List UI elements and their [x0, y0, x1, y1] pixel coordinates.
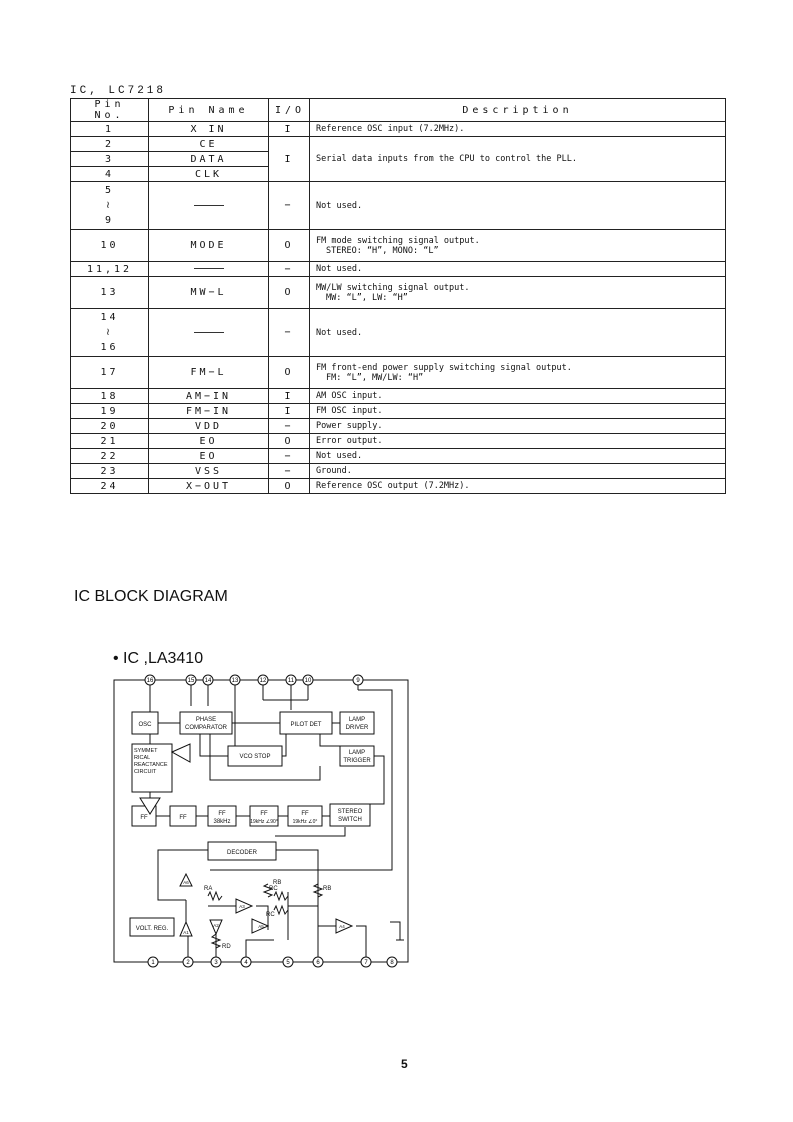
- pin-description: FM mode switching signal output. STEREO: “H”, MONO: “L”: [310, 230, 726, 262]
- symmetrical-label-1: SYMMET: [134, 748, 158, 754]
- svg-text:5: 5: [286, 960, 290, 966]
- stereo-switch-label-2: SWITCH: [338, 817, 362, 823]
- pin-description: Power supply.: [310, 419, 726, 434]
- pin-io: O: [269, 277, 310, 309]
- svg-text:8: 8: [390, 960, 394, 966]
- pin-number: 22: [71, 449, 149, 464]
- ff19-0-label-2: 19kHz ∠0°: [292, 819, 318, 825]
- svg-text:3: 3: [214, 960, 218, 966]
- phase-label-1: PHASE: [195, 717, 217, 723]
- header-pin-name: Pin Name: [149, 99, 269, 122]
- table-row: [71, 122, 726, 137]
- resistor-rc2: [274, 906, 288, 914]
- table-row: [71, 137, 726, 152]
- pilot-det-label: PILOT DET: [290, 722, 322, 728]
- pin-name: CE: [149, 137, 269, 152]
- ff38-label-2: 38kHz: [213, 819, 231, 825]
- resistor-ra-label: RA: [204, 886, 213, 892]
- table-row: [71, 434, 726, 449]
- pin-name: MODE: [149, 230, 269, 262]
- table-row: [71, 357, 726, 389]
- ic-name-label: • IC ,LA3410: [113, 650, 204, 667]
- lamp-driver-label-2: DRIVER: [345, 725, 369, 731]
- table-row: [71, 230, 726, 262]
- svg-text:4: 4: [244, 960, 248, 966]
- top-pin: [145, 675, 155, 685]
- pin-io: I: [269, 137, 310, 182]
- pin-description: AM OSC input.: [310, 389, 726, 404]
- svg-text:16: 16: [146, 678, 154, 684]
- resistor-rc1-label: RC: [269, 886, 278, 892]
- resistor-rc1: [274, 892, 288, 900]
- block-diagram: [100, 670, 420, 975]
- pin-name: CLK: [149, 167, 269, 182]
- ff19-90-label-2: 19kHz ∠90°: [250, 819, 278, 825]
- pin-io: I: [269, 404, 310, 419]
- pin-name: AM−IN: [149, 389, 269, 404]
- pin-table-caption: IC, LC7218: [70, 85, 167, 97]
- ff1-label: FF: [140, 815, 148, 821]
- table-row: [71, 277, 726, 309]
- bottom-pin: [361, 957, 371, 967]
- pin-io: O: [269, 479, 310, 494]
- pin-number: 20: [71, 419, 149, 434]
- table-row: [71, 262, 726, 277]
- decoder-label: DECODER: [226, 850, 258, 856]
- pin-io: −: [269, 309, 310, 357]
- bottom-pin: [387, 957, 397, 967]
- bottom-pin: [211, 957, 221, 967]
- pin-name: X IN: [149, 122, 269, 137]
- pin-number: 4: [71, 167, 149, 182]
- svg-text:6: 6: [316, 960, 320, 966]
- pin-io: O: [269, 230, 310, 262]
- resistor-ra: [208, 892, 222, 900]
- pin-name: MW−L: [149, 277, 269, 309]
- pin-name: VSS: [149, 464, 269, 479]
- resistor-rb2-label: RB: [323, 886, 332, 892]
- pin-name: VDD: [149, 419, 269, 434]
- pin-description: Not used.: [310, 449, 726, 464]
- table-row: [71, 419, 726, 434]
- pin-range: 5 ≀ 9: [71, 182, 149, 230]
- pin-number: 24: [71, 479, 149, 494]
- svg-text:2: 2: [186, 960, 190, 966]
- symmetrical-label-4: CIRCUIT: [134, 769, 157, 775]
- pin-number: 10: [71, 230, 149, 262]
- symmetrical-label-3: REACTANCE: [134, 762, 168, 768]
- header-io: I/O: [269, 99, 310, 122]
- bottom-pin: [313, 957, 323, 967]
- header-pin-no: Pin No.: [71, 99, 149, 122]
- table-row: [71, 404, 726, 419]
- amp-a4-label: A4: [339, 924, 345, 929]
- pin-io: O: [269, 357, 310, 389]
- pin-number: 1: [71, 122, 149, 137]
- svg-text:15: 15: [187, 678, 195, 684]
- pin-description: Reference OSC output (7.2MHz).: [310, 479, 726, 494]
- table-row: [71, 389, 726, 404]
- top-pin: [353, 675, 363, 685]
- bottom-pin: [283, 957, 293, 967]
- pin-io: −: [269, 464, 310, 479]
- vco-stop-label: VCO STOP: [239, 754, 271, 760]
- pin-description: Not used.: [310, 182, 726, 230]
- pin-name: EO: [149, 434, 269, 449]
- pin-number: 19: [71, 404, 149, 419]
- bottom-pin: [148, 957, 158, 967]
- pin-io: I: [269, 122, 310, 137]
- pin-name: FM−L: [149, 357, 269, 389]
- ff2-label: FF: [179, 815, 187, 821]
- pin-number: 21: [71, 434, 149, 449]
- lamp-trigger-label-1: LAMP: [348, 750, 366, 756]
- svg-text:14: 14: [204, 678, 212, 684]
- pin-name-blank: [149, 262, 269, 277]
- svg-text:11: 11: [287, 678, 295, 684]
- volt-reg-label: VOLT. REG.: [135, 926, 169, 932]
- lamp-trigger-label-2: TRIGGER: [343, 758, 371, 764]
- pin-description: FM OSC input.: [310, 404, 726, 419]
- bottom-pin: [241, 957, 251, 967]
- pin-name: FM−IN: [149, 404, 269, 419]
- top-pin: [186, 675, 196, 685]
- amp-a3-label: A3: [239, 904, 245, 909]
- osc-label: OSC: [138, 722, 152, 728]
- resistor-rb1-label: RB: [273, 880, 282, 886]
- pin-description: FM front-end power supply switching signal output. FM: “L”, MW/LW: “H”: [310, 357, 726, 389]
- svg-text:12: 12: [259, 678, 267, 684]
- ff19-0-label-1: FF: [301, 811, 309, 817]
- pin-description: Serial data inputs from the CPU to control the PLL.: [310, 137, 726, 182]
- symmetrical-label-2: RICAL: [134, 755, 151, 761]
- stereo-switch-label-1: STEREO: [337, 809, 363, 815]
- pin-range: 14 ≀ 16: [71, 309, 149, 357]
- pin-name-blank: [149, 309, 269, 357]
- svg-text:13: 13: [231, 678, 239, 684]
- svg-text:1: 1: [151, 960, 155, 966]
- amp-a2-label: A2: [213, 923, 219, 928]
- pin-name: X−OUT: [149, 479, 269, 494]
- amp-a6-label: A6: [183, 880, 189, 885]
- pin-name-blank: [149, 182, 269, 230]
- resistor-rc2-label: RC: [266, 912, 275, 918]
- top-pin: [230, 675, 240, 685]
- table-row: [71, 309, 726, 357]
- pin-description: Reference OSC input (7.2MHz).: [310, 122, 726, 137]
- pin-number: 2: [71, 137, 149, 152]
- top-pin: [258, 675, 268, 685]
- pin-number: 3: [71, 152, 149, 167]
- table-row: [71, 182, 726, 230]
- pin-table-section: [70, 84, 725, 494]
- pin-io: −: [269, 182, 310, 230]
- svg-text:7: 7: [364, 960, 368, 966]
- svg-text:10: 10: [304, 678, 312, 684]
- resistor-rd-label: RD: [222, 944, 231, 950]
- amp-a5-label: A5: [258, 924, 264, 929]
- top-pin: [203, 675, 213, 685]
- pin-io: O: [269, 434, 310, 449]
- pin-io: −: [269, 449, 310, 464]
- pin-description: Not used.: [310, 309, 726, 357]
- pin-number: 18: [71, 389, 149, 404]
- pin-name: DATA: [149, 152, 269, 167]
- top-pin: [286, 675, 296, 685]
- ff38-label-1: FF: [218, 811, 226, 817]
- pin-io: −: [269, 262, 310, 277]
- bottom-pin: [183, 957, 193, 967]
- pin-table: [70, 98, 726, 494]
- header-description: Description: [310, 99, 726, 122]
- table-row: [71, 449, 726, 464]
- pin-number: 11,12: [71, 262, 149, 277]
- pin-name: EO: [149, 449, 269, 464]
- pin-description: Error output.: [310, 434, 726, 449]
- pin-table-header: [71, 99, 726, 122]
- ff19-90-label-1: FF: [260, 811, 268, 817]
- pin-number: 17: [71, 357, 149, 389]
- amp-a1-label: A1: [183, 930, 189, 935]
- pin-number: 13: [71, 277, 149, 309]
- pin-number: 23: [71, 464, 149, 479]
- pin-io: −: [269, 419, 310, 434]
- pin-description: MW/LW switching signal output. MW: “L”, LW: “H”: [310, 277, 726, 309]
- top-pin: [303, 675, 313, 685]
- table-row: [71, 479, 726, 494]
- block-diagram-heading: IC BLOCK DIAGRAM: [74, 588, 228, 605]
- svg-text:9: 9: [356, 678, 360, 684]
- table-row: [71, 464, 726, 479]
- pin-io: I: [269, 389, 310, 404]
- reactance-amp-triangle: [172, 744, 190, 762]
- pin-description: Ground.: [310, 464, 726, 479]
- page-number: 5: [401, 1057, 408, 1071]
- phase-label-2: COMPARATOR: [184, 725, 228, 731]
- pin-description: Not used.: [310, 262, 726, 277]
- lamp-driver-label-1: LAMP: [348, 717, 366, 723]
